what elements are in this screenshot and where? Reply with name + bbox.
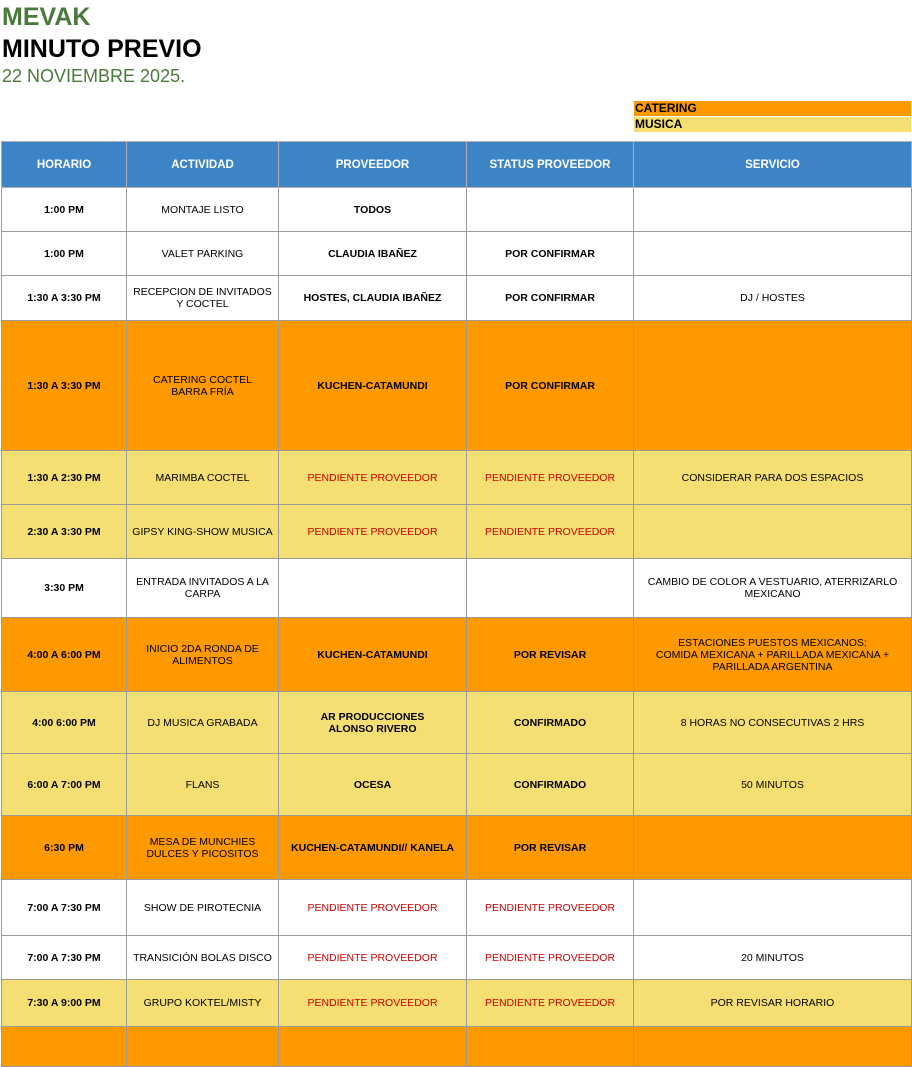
proveedor-cell: [279, 559, 467, 618]
status-cell: PENDIENTE PROVEEDOR: [467, 880, 634, 936]
horario-cell: 4:00 A 6:00 PM: [2, 618, 127, 692]
table-row: [2, 451, 912, 505]
document-header: [2, 0, 202, 88]
table-row: [2, 321, 912, 451]
actividad-cell: CATERING COCTEL BARRA FRÍA: [127, 321, 279, 451]
servicio-cell: [634, 188, 912, 232]
horario-cell: 2:30 A 3:30 PM: [2, 505, 127, 559]
column-header-status: STATUS PROVEEDOR: [467, 142, 634, 188]
document-title: MINUTO PREVIO: [2, 35, 202, 63]
servicio-cell: CAMBIO DE COLOR A VESTUARIO, ATERRIZARLO MEXICANO: [634, 559, 912, 618]
proveedor-cell: HOSTES, CLAUDIA IBAÑEZ: [279, 276, 467, 321]
proveedor-cell: PENDIENTE PROVEEDOR: [279, 936, 467, 980]
table-row: [2, 980, 912, 1027]
actividad-cell: RECEPCION DE INVITADOS Y COCTEL: [127, 276, 279, 321]
horario-cell: 3:30 PM: [2, 559, 127, 618]
actividad-cell: ENTRADA INVITADOS A LA CARPA: [127, 559, 279, 618]
horario-cell: 1:00 PM: [2, 188, 127, 232]
servicio-cell: [634, 321, 912, 451]
status-cell: POR CONFIRMAR: [467, 232, 634, 276]
horario-cell: 7:30 A 9:00 PM: [2, 980, 127, 1027]
status-cell: POR CONFIRMAR: [467, 321, 634, 451]
column-header-horario: HORARIO: [2, 142, 127, 188]
proveedor-cell: KUCHEN-CATAMUNDI// KANELA: [279, 816, 467, 880]
status-cell: PENDIENTE PROVEEDOR: [467, 451, 634, 505]
proveedor-cell: AR PRODUCCIONES ALONSO RIVERO: [279, 692, 467, 754]
proveedor-cell: CLAUDIA IBAÑEZ: [279, 232, 467, 276]
servicio-cell: [634, 816, 912, 880]
status-cell: [467, 188, 634, 232]
status-cell: POR CONFIRMAR: [467, 276, 634, 321]
servicio-cell: ESTACIONES PUESTOS MEXICANOS: COMIDA MEXICANA + PARILLADA MEXICANA + PARILLADA ARGENTINA: [634, 618, 912, 692]
actividad-cell: TRANSICIÓN BOLAS DISCO: [127, 936, 279, 980]
horario-cell: 4:00 6:00 PM: [2, 692, 127, 754]
proveedor-cell: PENDIENTE PROVEEDOR: [279, 451, 467, 505]
table-row: [2, 618, 912, 692]
actividad-cell: MARIMBA COCTEL: [127, 451, 279, 505]
status-cell: POR REVISAR: [467, 816, 634, 880]
status-cell: PENDIENTE PROVEEDOR: [467, 505, 634, 559]
table-row: [2, 754, 912, 816]
servicio-cell: 50 MINUTOS: [634, 754, 912, 816]
actividad-cell: INICIO 2DA RONDA DE ALIMENTOS: [127, 618, 279, 692]
status-cell: PENDIENTE PROVEEDOR: [467, 936, 634, 980]
horario-cell: 7:00 A 7:30 PM: [2, 880, 127, 936]
table-row: [2, 880, 912, 936]
proveedor-cell: PENDIENTE PROVEEDOR: [279, 980, 467, 1027]
table-row: [2, 936, 912, 980]
servicio-cell: POR REVISAR HORARIO: [634, 980, 912, 1027]
event-date: 22 NOVIEMBRE 2025.: [2, 66, 186, 86]
proveedor-cell: OCESA: [279, 754, 467, 816]
servicio-cell: 20 MINUTOS: [634, 936, 912, 980]
proveedor-cell: PENDIENTE PROVEEDOR: [279, 505, 467, 559]
servicio-cell: 8 HORAS NO CONSECUTIVAS 2 HRS: [634, 692, 912, 754]
horario-cell: 1:30 A 3:30 PM: [2, 276, 127, 321]
status-cell: POR REVISAR: [467, 618, 634, 692]
servicio-cell: DJ / HOSTES: [634, 276, 912, 321]
status-cell: [467, 1027, 634, 1067]
column-header-servicio: SERVICIO: [634, 142, 912, 188]
color-legend: [634, 101, 911, 133]
table-row: [2, 1027, 912, 1067]
proveedor-cell: TODOS: [279, 188, 467, 232]
table-header-row: [2, 142, 912, 188]
brand-name: MEVAK: [2, 3, 91, 31]
actividad-cell: GIPSY KING-SHOW MUSICA: [127, 505, 279, 559]
actividad-cell: MONTAJE LISTO: [127, 188, 279, 232]
legend-catering: CATERING: [634, 101, 911, 116]
legend-musica: MUSICA: [634, 117, 911, 132]
table-row: [2, 188, 912, 232]
table-row: [2, 505, 912, 559]
table-row: [2, 276, 912, 321]
actividad-cell: GRUPO KOKTEL/MISTY: [127, 980, 279, 1027]
actividad-cell: VALET PARKING: [127, 232, 279, 276]
actividad-cell: FLANS: [127, 754, 279, 816]
proveedor-cell: PENDIENTE PROVEEDOR: [279, 880, 467, 936]
proveedor-cell: KUCHEN-CATAMUNDI: [279, 618, 467, 692]
horario-cell: 1:00 PM: [2, 232, 127, 276]
table-row: [2, 816, 912, 880]
servicio-cell: [634, 232, 912, 276]
status-cell: PENDIENTE PROVEEDOR: [467, 980, 634, 1027]
horario-cell: 1:30 A 3:30 PM: [2, 321, 127, 451]
proveedor-cell: KUCHEN-CATAMUNDI: [279, 321, 467, 451]
servicio-cell: [634, 1027, 912, 1067]
actividad-cell: MESA DE MUNCHIES DULCES Y PICOSITOS: [127, 816, 279, 880]
actividad-cell: DJ MUSICA GRABADA: [127, 692, 279, 754]
horario-cell: [2, 1027, 127, 1067]
horario-cell: 1:30 A 2:30 PM: [2, 451, 127, 505]
table-row: [2, 559, 912, 618]
table-row: [2, 232, 912, 276]
horario-cell: 6:00 A 7:00 PM: [2, 754, 127, 816]
status-cell: CONFIRMADO: [467, 754, 634, 816]
servicio-cell: [634, 880, 912, 936]
servicio-cell: [634, 505, 912, 559]
schedule-body: [2, 188, 912, 1067]
column-header-proveedor: PROVEEDOR: [279, 142, 467, 188]
table-row: [2, 692, 912, 754]
actividad-cell: SHOW DE PIROTECNIA: [127, 880, 279, 936]
servicio-cell: CONSIDERAR PARA DOS ESPACIOS: [634, 451, 912, 505]
actividad-cell: [127, 1027, 279, 1067]
status-cell: [467, 559, 634, 618]
proveedor-cell: [279, 1027, 467, 1067]
schedule-table: [1, 141, 912, 1067]
column-header-actividad: ACTIVIDAD: [127, 142, 279, 188]
status-cell: CONFIRMADO: [467, 692, 634, 754]
horario-cell: 6:30 PM: [2, 816, 127, 880]
horario-cell: 7:00 A 7:30 PM: [2, 936, 127, 980]
